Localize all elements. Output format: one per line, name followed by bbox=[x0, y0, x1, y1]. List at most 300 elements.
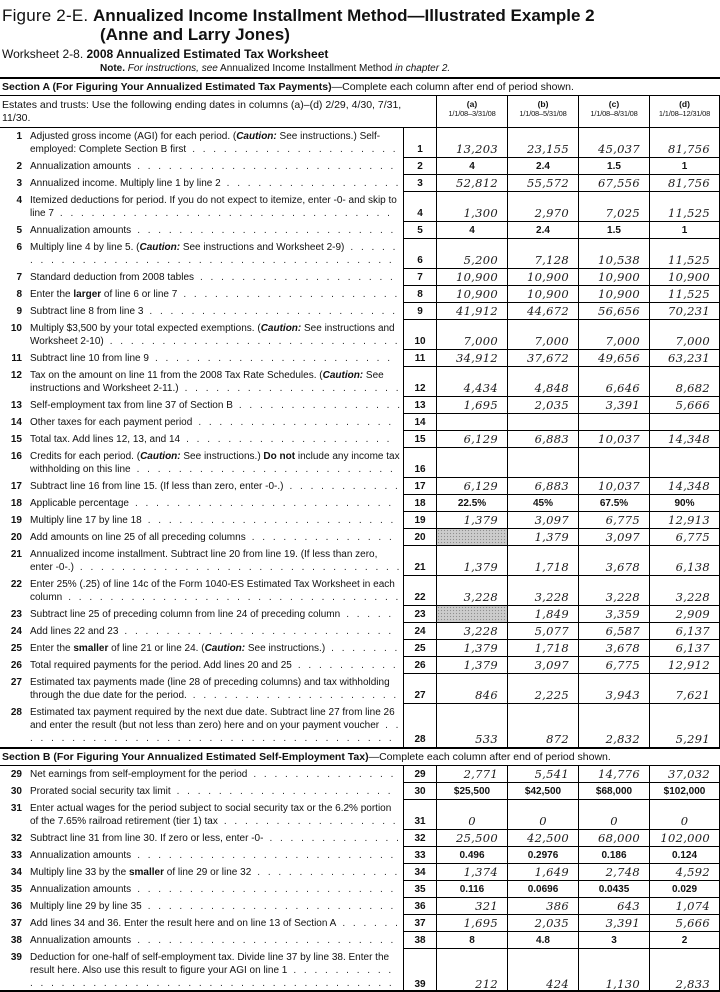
line-label-text: Annualization amounts . . . bbox=[30, 884, 393, 898]
value-cell-c: 3,678 bbox=[578, 546, 649, 576]
line-label-text: Annualization amounts . . . bbox=[30, 850, 393, 864]
value-cell-a: 846 bbox=[436, 674, 507, 704]
figure-label: Figure 2-E. bbox=[2, 6, 89, 25]
value-cell-c: 6,775 bbox=[578, 657, 649, 674]
value-cell-a: 7,000 bbox=[436, 320, 507, 350]
value-cell-c: 3,228 bbox=[578, 576, 649, 606]
column-header-d bbox=[649, 96, 720, 127]
line-label-text: Deduction for one-half of self-employment tax. Divide line 37 by line 38. Enter the result here. Also use this result to figure your AGI on line 1 . . . bbox=[30, 952, 392, 992]
line-number: 17 bbox=[10, 481, 22, 492]
value-cell-d: 3,228 bbox=[649, 576, 720, 606]
line-label bbox=[30, 160, 403, 175]
line-number: 6 bbox=[16, 242, 22, 253]
line-label bbox=[30, 224, 403, 239]
line-label-text: Annualization amounts . . . bbox=[30, 161, 393, 175]
value-cell-c: 643 bbox=[578, 898, 649, 915]
line-label bbox=[30, 271, 403, 286]
value-cell-d: 11,525 bbox=[649, 286, 720, 303]
worksheet-row bbox=[0, 623, 720, 640]
section-a-rows bbox=[0, 128, 720, 747]
value-cell-d: 11,525 bbox=[649, 192, 720, 222]
line-number: 15 bbox=[10, 434, 22, 445]
worksheet-note: Note. For instructions, see Annualized Income Installment Method in chapter 2. bbox=[100, 63, 451, 74]
worksheet-row bbox=[0, 128, 720, 158]
table-line-number: 30 bbox=[403, 783, 436, 800]
value-cell-b: 7,128 bbox=[507, 239, 578, 269]
line-label bbox=[30, 305, 403, 320]
worksheet-row bbox=[0, 478, 720, 495]
line-number: 14 bbox=[10, 417, 22, 428]
line-number: 28 bbox=[10, 707, 22, 718]
table-line-number: 19 bbox=[403, 512, 436, 529]
value-cell-c: 3,391 bbox=[578, 915, 649, 932]
line-number: 23 bbox=[10, 609, 22, 620]
figure-title bbox=[0, 0, 720, 25]
value-cell-a: 1,379 bbox=[436, 546, 507, 576]
line-label-text: Subtract line 10 from line 9 . . . bbox=[30, 353, 392, 367]
value-cell-d: 4,592 bbox=[649, 864, 720, 881]
table-line-number: 24 bbox=[403, 623, 436, 640]
value-cell-c: 1.5 bbox=[578, 222, 649, 239]
value-cell-d: 5,666 bbox=[649, 915, 720, 932]
line-label-text: Add lines 34 and 36. Enter the result here and on line 13 of Section A . . . bbox=[30, 918, 398, 932]
value-cell-b: 3,097 bbox=[507, 657, 578, 674]
value-cell-c bbox=[578, 448, 649, 478]
value-cell-c: 10,037 bbox=[578, 478, 649, 495]
column-letter: (a) bbox=[466, 99, 478, 109]
worksheet-row bbox=[0, 830, 720, 847]
value-cell-a: 4,434 bbox=[436, 367, 507, 397]
value-cell-b: 55,572 bbox=[507, 175, 578, 192]
value-cell-c: 0 bbox=[578, 800, 649, 830]
value-cell-b: 2,970 bbox=[507, 192, 578, 222]
value-cell-a: 41,912 bbox=[436, 303, 507, 320]
value-cell-c: 1.5 bbox=[578, 158, 649, 175]
value-cell-b: 1,649 bbox=[507, 864, 578, 881]
value-cell-a: 0 bbox=[436, 800, 507, 830]
column-header-b bbox=[507, 96, 578, 127]
line-label-text: Credits for each period. (Caution: See instructions.) Do not include any income tax withholding on this line . . . bbox=[30, 451, 400, 478]
table-line-number: 32 bbox=[403, 830, 436, 847]
worksheet-row bbox=[0, 864, 720, 881]
value-cell-c: 67.5% bbox=[578, 495, 649, 512]
line-label-text: Multiply $3,500 by your total expected exemptions. (Caution: See instructions and Worksheet 2-10) . . . bbox=[30, 323, 398, 350]
worksheet-row bbox=[0, 847, 720, 864]
value-cell-c: 10,538 bbox=[578, 239, 649, 269]
value-cell-c: 3,097 bbox=[578, 529, 649, 546]
line-label bbox=[30, 625, 403, 640]
line-label-text: Net earnings from self-employment for the period . . . bbox=[30, 769, 393, 783]
line-label-text: Total tax. Add lines 12, 13, and 14 . . . bbox=[30, 434, 392, 448]
worksheet-row bbox=[0, 932, 720, 949]
line-number: 8 bbox=[16, 289, 22, 300]
line-label-text: Subtract line 25 of preceding column from line 24 of preceding column . . . bbox=[30, 609, 392, 623]
column-period: 1/1/08–3/31/08 bbox=[448, 109, 496, 118]
line-label bbox=[30, 785, 403, 800]
line-label bbox=[30, 433, 403, 448]
line-label-text: Enter actual wages for the period subject to social security tax or the 6.2% portion of the 7.65% railroad retirement (tier 1) tax . . . bbox=[30, 803, 396, 830]
line-number: 10 bbox=[10, 323, 22, 334]
value-cell-a: 3,228 bbox=[436, 576, 507, 606]
value-cell-b: 42,500 bbox=[507, 830, 578, 847]
line-label-text: Annualization amounts . . . bbox=[30, 225, 393, 239]
section-b-header: Section B (For Figuring Your Annualized Estimated Self-Employment Tax)—Complete each column after end of period shown. bbox=[0, 747, 720, 766]
value-cell-c: 67,556 bbox=[578, 175, 649, 192]
value-cell-a: 8 bbox=[436, 932, 507, 949]
value-cell-d: 14,348 bbox=[649, 478, 720, 495]
line-label-text: Standard deduction from 2008 tables . . . bbox=[30, 272, 393, 286]
value-cell-b: 6,883 bbox=[507, 431, 578, 448]
line-label bbox=[30, 883, 403, 898]
value-cell-b: 1,379 bbox=[507, 529, 578, 546]
line-label bbox=[30, 768, 403, 783]
line-label bbox=[30, 578, 403, 606]
worksheet-row bbox=[0, 414, 720, 431]
worksheet-row bbox=[0, 350, 720, 367]
value-cell-d: 1 bbox=[649, 158, 720, 175]
line-number: 21 bbox=[10, 549, 22, 560]
value-cell-d bbox=[649, 448, 720, 478]
worksheet-row bbox=[0, 766, 720, 783]
line-label bbox=[30, 934, 403, 949]
value-cell-a: 1,695 bbox=[436, 915, 507, 932]
worksheet-row bbox=[0, 881, 720, 898]
worksheet-row bbox=[0, 898, 720, 915]
line-number: 25 bbox=[10, 643, 22, 654]
line-label bbox=[30, 802, 403, 830]
section-a-header: Section A (For Figuring Your Annualized Estimated Tax Payments)—Complete each column after end of period shown. bbox=[0, 77, 720, 96]
line-number: 19 bbox=[10, 515, 22, 526]
worksheet-row bbox=[0, 192, 720, 222]
value-cell-a: 2,771 bbox=[436, 766, 507, 783]
column-header-row bbox=[0, 96, 720, 128]
line-label bbox=[30, 951, 403, 992]
line-label-text: Multiply line 17 by line 18 . . . bbox=[30, 515, 393, 529]
value-cell-d: 70,231 bbox=[649, 303, 720, 320]
line-label-text: Enter the larger of line 6 or line 7 . . . bbox=[30, 289, 397, 303]
value-cell-a: 10,900 bbox=[436, 269, 507, 286]
line-label bbox=[30, 322, 403, 350]
line-label-text: Itemized deductions for period. If you do not expect to itemize, enter -0- and skip to line 7 . . . bbox=[30, 195, 397, 222]
value-cell-d: 81,756 bbox=[649, 128, 720, 158]
value-cell-a: 6,129 bbox=[436, 431, 507, 448]
line-number: 4 bbox=[16, 195, 22, 206]
line-label bbox=[30, 531, 403, 546]
table-line-number: 34 bbox=[403, 864, 436, 881]
line-number: 5 bbox=[16, 225, 22, 236]
value-cell-d: $102,000 bbox=[649, 783, 720, 800]
value-cell-d: 6,137 bbox=[649, 640, 720, 657]
line-label-text: Annualized income. Multiply line 1 by line 2 . . . bbox=[30, 178, 398, 192]
value-cell-d: 10,900 bbox=[649, 269, 720, 286]
line-label bbox=[30, 642, 403, 657]
value-cell-b: 7,000 bbox=[507, 320, 578, 350]
table-line-number: 27 bbox=[403, 674, 436, 704]
line-number: 34 bbox=[10, 867, 22, 878]
table-line-number: 13 bbox=[403, 397, 436, 414]
line-label bbox=[30, 399, 403, 414]
line-number: 33 bbox=[10, 850, 22, 861]
value-cell-b: 5,077 bbox=[507, 623, 578, 640]
line-label-text: Adjusted gross income (AGI) for each period. (Caution: See instructions.) Self-employed: Complete Section B first . . . bbox=[30, 131, 396, 158]
table-line-number: 36 bbox=[403, 898, 436, 915]
value-cell-a: $25,500 bbox=[436, 783, 507, 800]
value-cell-d: 2 bbox=[649, 932, 720, 949]
value-cell-d: 1,074 bbox=[649, 898, 720, 915]
table-line-number: 22 bbox=[403, 576, 436, 606]
line-number: 32 bbox=[10, 833, 22, 844]
value-cell-a: 0.116 bbox=[436, 881, 507, 898]
line-label-text: Self-employment tax from line 37 of Section B . . . bbox=[30, 400, 400, 414]
value-cell-a bbox=[436, 414, 507, 431]
value-cell-c: 10,037 bbox=[578, 431, 649, 448]
value-cell-a: 1,379 bbox=[436, 640, 507, 657]
line-number: 31 bbox=[10, 803, 22, 814]
value-cell-b: 386 bbox=[507, 898, 578, 915]
column-header-c bbox=[578, 96, 649, 127]
line-number: 29 bbox=[10, 769, 22, 780]
value-cell-b: $42,500 bbox=[507, 783, 578, 800]
value-cell-a: 25,500 bbox=[436, 830, 507, 847]
table-line-number: 12 bbox=[403, 367, 436, 397]
table-line-number: 16 bbox=[403, 448, 436, 478]
value-cell-a: 22.5% bbox=[436, 495, 507, 512]
worksheet-row bbox=[0, 495, 720, 512]
worksheet-row bbox=[0, 657, 720, 674]
value-cell-d: 6,775 bbox=[649, 529, 720, 546]
value-cell-c: 0.0435 bbox=[578, 881, 649, 898]
line-number: 13 bbox=[10, 400, 22, 411]
table-line-number: 28 bbox=[403, 704, 436, 747]
line-number: 12 bbox=[10, 370, 22, 381]
line-label bbox=[30, 514, 403, 529]
line-number: 16 bbox=[10, 451, 22, 462]
value-cell-c: 14,776 bbox=[578, 766, 649, 783]
value-cell-b: 4.8 bbox=[507, 932, 578, 949]
line-label-text: Estimated tax payment required by the next due date. Subtract line 27 from line 26 and enter the result (but not less than zero) here and on your payment voucher . . . bbox=[30, 707, 398, 747]
line-label bbox=[30, 659, 403, 674]
worksheet-row bbox=[0, 269, 720, 286]
table-line-number: 17 bbox=[403, 478, 436, 495]
line-label bbox=[30, 676, 403, 704]
value-cell-a: 533 bbox=[436, 704, 507, 747]
table-line-number: 9 bbox=[403, 303, 436, 320]
value-cell-c bbox=[578, 414, 649, 431]
table-line-number: 11 bbox=[403, 350, 436, 367]
value-cell-c: 2,832 bbox=[578, 704, 649, 747]
line-number: 1 bbox=[16, 131, 22, 142]
value-cell-d: 11,525 bbox=[649, 239, 720, 269]
value-cell-c: 7,000 bbox=[578, 320, 649, 350]
line-label-text: Applicable percentage . . . bbox=[30, 498, 392, 512]
worksheet-row bbox=[0, 448, 720, 478]
estates-trusts-note: Estates and trusts: Use the following ending dates in columns (a)–(d) 2/29, 4/30, 7/31, 11/30. bbox=[2, 99, 402, 124]
line-label-text: Subtract line 8 from line 3 . . . bbox=[30, 306, 395, 320]
value-cell-d: 6,137 bbox=[649, 623, 720, 640]
table-line-number: 25 bbox=[403, 640, 436, 657]
worksheet-row bbox=[0, 640, 720, 657]
value-cell-b: 0.2976 bbox=[507, 847, 578, 864]
line-label-text: Other taxes for each payment period . . . bbox=[30, 417, 392, 431]
line-label-text: Prorated social security tax limit . . . bbox=[30, 786, 392, 800]
worksheet-row bbox=[0, 367, 720, 397]
value-cell-a: 52,812 bbox=[436, 175, 507, 192]
line-label-text: Multiply line 29 by line 35 . . . bbox=[30, 901, 393, 915]
value-cell-a bbox=[436, 448, 507, 478]
value-cell-a: 0.496 bbox=[436, 847, 507, 864]
line-label bbox=[30, 241, 403, 269]
table-line-number: 31 bbox=[403, 800, 436, 830]
value-cell-b: 2,035 bbox=[507, 915, 578, 932]
value-cell-b: 0.0696 bbox=[507, 881, 578, 898]
value-cell-b: 1,718 bbox=[507, 640, 578, 657]
table-line-number: 2 bbox=[403, 158, 436, 175]
line-label-text: Enter the smaller of line 21 or line 24. (Caution: See instructions.) . . . bbox=[30, 643, 397, 657]
value-cell-a: 6,129 bbox=[436, 478, 507, 495]
value-cell-d: 0.029 bbox=[649, 881, 720, 898]
table-line-number: 35 bbox=[403, 881, 436, 898]
table-line-number: 26 bbox=[403, 657, 436, 674]
worksheet-row bbox=[0, 222, 720, 239]
line-label-text: Total required payments for the period. Add lines 20 and 25 . . . bbox=[30, 660, 396, 674]
line-label bbox=[30, 900, 403, 915]
worksheet-row bbox=[0, 529, 720, 546]
value-cell-c: 3,943 bbox=[578, 674, 649, 704]
value-cell-b: 872 bbox=[507, 704, 578, 747]
value-cell-c: 3,391 bbox=[578, 397, 649, 414]
value-cell-c: 6,775 bbox=[578, 512, 649, 529]
table-line-number: 21 bbox=[403, 546, 436, 576]
line-label-text: Annualization amounts . . . bbox=[30, 935, 393, 949]
line-label-text: Add lines 22 and 23 . . . bbox=[30, 626, 392, 640]
line-number: 2 bbox=[16, 161, 22, 172]
value-cell-a: 1,374 bbox=[436, 864, 507, 881]
line-label-text: Estimated tax payments made (line 28 of preceding columns) and tax withholding through the due date for the period. . . . bbox=[30, 677, 396, 704]
value-cell-b: 44,672 bbox=[507, 303, 578, 320]
worksheet-label: Worksheet 2-8. bbox=[2, 47, 84, 61]
value-cell-d: 0 bbox=[649, 800, 720, 830]
column-letter: (c) bbox=[608, 99, 620, 109]
value-cell-d: 1 bbox=[649, 222, 720, 239]
worksheet-row bbox=[0, 576, 720, 606]
worksheet-row bbox=[0, 704, 720, 747]
line-number: 20 bbox=[10, 532, 22, 543]
value-cell-d: 6,138 bbox=[649, 546, 720, 576]
table-line-number: 1 bbox=[403, 128, 436, 158]
value-cell-b: 23,155 bbox=[507, 128, 578, 158]
line-number: 7 bbox=[16, 272, 22, 283]
line-label-text: Multiply line 33 by the smaller of line 29 or line 32 . . . bbox=[30, 867, 397, 881]
value-cell-b: 2.4 bbox=[507, 222, 578, 239]
table-line-number: 5 bbox=[403, 222, 436, 239]
value-cell-b: 2,035 bbox=[507, 397, 578, 414]
value-cell-a bbox=[436, 606, 507, 623]
line-label bbox=[30, 608, 403, 623]
line-number: 30 bbox=[10, 786, 22, 797]
value-cell-c: 2,748 bbox=[578, 864, 649, 881]
table-line-number: 4 bbox=[403, 192, 436, 222]
line-label-text: Subtract line 31 from line 30. If zero or less, enter -0- . . . bbox=[30, 833, 399, 847]
value-cell-a: 10,900 bbox=[436, 286, 507, 303]
line-label bbox=[30, 416, 403, 431]
line-label-text: Annualized income installment. Subtract line 20 from line 19. (If less than zero, enter -0-.) . . . bbox=[30, 549, 399, 576]
line-label bbox=[30, 832, 403, 847]
value-cell-b: 5,541 bbox=[507, 766, 578, 783]
value-cell-b: 3,228 bbox=[507, 576, 578, 606]
column-period: 1/1/08–8/31/08 bbox=[590, 109, 638, 118]
line-label bbox=[30, 130, 403, 158]
worksheet-row bbox=[0, 512, 720, 529]
line-label bbox=[30, 352, 403, 367]
worksheet-row bbox=[0, 286, 720, 303]
worksheet-row bbox=[0, 431, 720, 448]
value-cell-d: 12,912 bbox=[649, 657, 720, 674]
line-number: 9 bbox=[16, 306, 22, 317]
line-label-text: Enter 25% (.25) of line 14c of the Form 1040-ES Estimated Tax Worksheet in each column . . . bbox=[30, 579, 398, 606]
value-cell-d: 7,621 bbox=[649, 674, 720, 704]
value-cell-b: 6,883 bbox=[507, 478, 578, 495]
table-line-number: 20 bbox=[403, 529, 436, 546]
line-number: 35 bbox=[10, 884, 22, 895]
worksheet-row bbox=[0, 239, 720, 269]
worksheet-row bbox=[0, 915, 720, 932]
value-cell-a: 4 bbox=[436, 158, 507, 175]
value-cell-a: 1,379 bbox=[436, 657, 507, 674]
line-number: 27 bbox=[10, 677, 22, 688]
value-cell-b: 3,097 bbox=[507, 512, 578, 529]
table-line-number: 37 bbox=[403, 915, 436, 932]
line-label-text: Tax on the amount on line 11 from the 2008 Tax Rate Schedules. (Caution: See instructions and Worksheet 2-11.) . . . bbox=[30, 370, 399, 397]
value-cell-a: 5,200 bbox=[436, 239, 507, 269]
table-line-number: 7 bbox=[403, 269, 436, 286]
line-label bbox=[30, 288, 403, 303]
table-line-number: 23 bbox=[403, 606, 436, 623]
line-number: 3 bbox=[16, 178, 22, 189]
value-cell-d: 5,666 bbox=[649, 397, 720, 414]
value-cell-d: 5,291 bbox=[649, 704, 720, 747]
value-cell-c: 6,646 bbox=[578, 367, 649, 397]
line-number: 24 bbox=[10, 626, 22, 637]
value-cell-d: 102,000 bbox=[649, 830, 720, 847]
value-cell-c: 6,587 bbox=[578, 623, 649, 640]
table-line-number: 33 bbox=[403, 847, 436, 864]
table-line-number: 39 bbox=[403, 949, 436, 992]
value-cell-d: 12,913 bbox=[649, 512, 720, 529]
value-cell-b bbox=[507, 414, 578, 431]
value-cell-b: 10,900 bbox=[507, 286, 578, 303]
value-cell-a: 212 bbox=[436, 949, 507, 992]
value-cell-b: 2,225 bbox=[507, 674, 578, 704]
value-cell-b: 1,718 bbox=[507, 546, 578, 576]
value-cell-d: 2,833 bbox=[649, 949, 720, 992]
value-cell-d: 37,032 bbox=[649, 766, 720, 783]
value-cell-b: 0 bbox=[507, 800, 578, 830]
line-label bbox=[30, 450, 403, 478]
value-cell-a: 4 bbox=[436, 222, 507, 239]
line-label bbox=[30, 706, 403, 747]
line-label bbox=[30, 194, 403, 222]
table-line-number: 15 bbox=[403, 431, 436, 448]
value-cell-c: 10,900 bbox=[578, 269, 649, 286]
column-period: 1/1/08–12/31/08 bbox=[658, 109, 711, 118]
value-cell-a: 1,379 bbox=[436, 512, 507, 529]
value-cell-c: 10,900 bbox=[578, 286, 649, 303]
figure-main-title: Annualized Income Installment Method—Illustrated Example 2 bbox=[93, 6, 595, 25]
table-line-number: 8 bbox=[403, 286, 436, 303]
value-cell-a: 1,300 bbox=[436, 192, 507, 222]
value-cell-b: 45% bbox=[507, 495, 578, 512]
worksheet-row bbox=[0, 320, 720, 350]
